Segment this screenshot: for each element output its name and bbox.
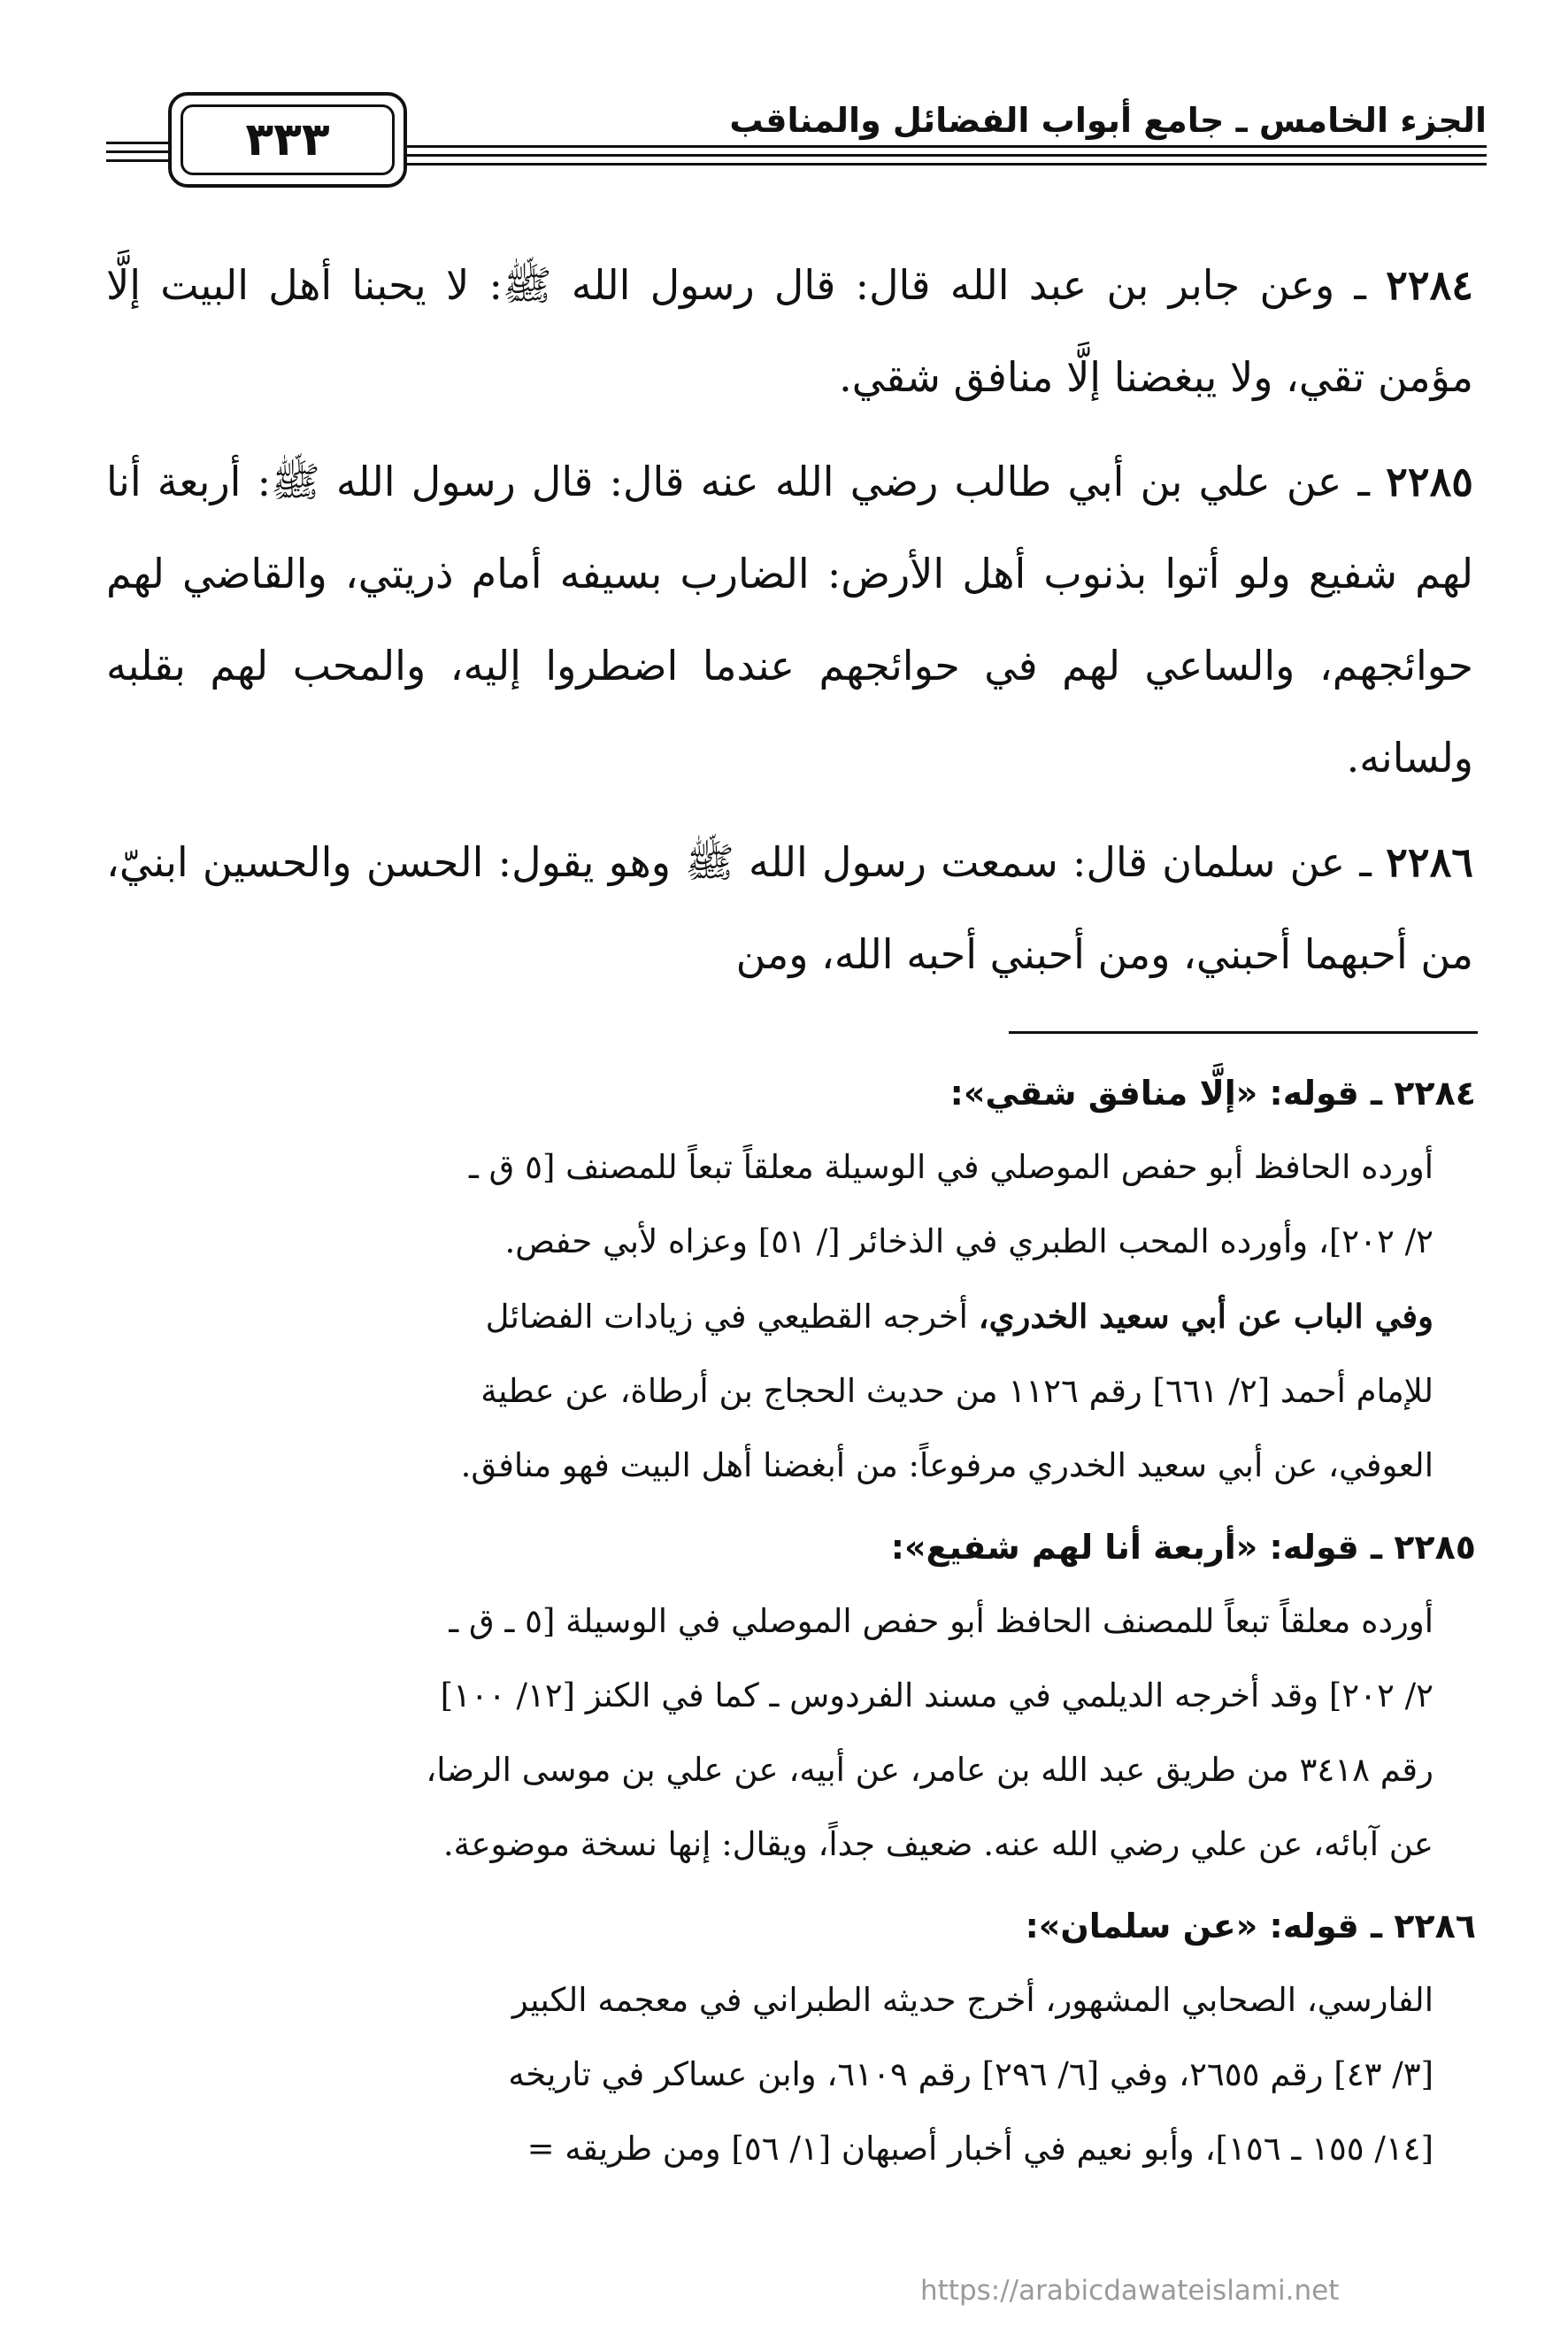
footnote-line: للإمام أحمد [٢/ ٦٦١] رقم ١١٢٦ من حديث الحجاج بن أرطاة، عن عطية	[480, 1372, 1433, 1410]
hadith-text: ـ وعن جابر بن عبد الله قال: قال رسول الله ﷺ: لا يحبنا أهل البيت إلَّا مؤمن تقي، ولا يبغضنا إلَّا منافق شقي.	[106, 261, 1473, 401]
header-rule	[404, 163, 1487, 166]
footnote-line: ٢/ ٢٠٢]، وأورده المحب الطبري في الذخائر [/ ٥١] وعزاه لأبي حفص.	[504, 1222, 1433, 1260]
page-number-frame	[168, 92, 407, 188]
footnote-line: ٢/ ٢٠٢] وقد أخرجه الديلمي في مسند الفردوس ـ كما في الكنز [١٢/ ١٠٠]	[440, 1676, 1433, 1714]
footnote-heading: ٢٢٨٦ ـ قوله: «عن سلمان»:	[1025, 1907, 1476, 1946]
footnote-line	[106, 1279, 1476, 1354]
header-rule	[106, 142, 170, 144]
footnote-line: رقم ٣٤١٨ من طريق عبد الله بن عامر، عن أبيه، عن علي بن موسى الرضا،	[426, 1751, 1433, 1789]
header-rule	[404, 154, 1487, 157]
footnotes	[106, 1049, 1476, 2186]
footnote-text: أخرجه القطيعي في زيادات الفضائل	[485, 1298, 979, 1336]
hadith-paragraph	[106, 816, 1473, 1000]
footnote-divider	[1009, 1031, 1478, 1034]
main-text	[106, 239, 1473, 1013]
watermark-url: https://arabicdawateislami.net	[920, 2275, 1340, 2307]
footnote-line: أورده الحافظ أبو حفص الموصلي في الوسيلة معلقاً تبعاً للمصنف [٥ ق ـ	[469, 1148, 1433, 1186]
footnote-line: عن آبائه، عن علي رضي الله عنه. ضعيف جداً، ويقال: إنها نسخة موضوعة.	[442, 1825, 1433, 1863]
footnote-heading: ٢٢٨٤ ـ قوله: «إلَّا منافق شقي»:	[949, 1074, 1476, 1113]
header-rule	[106, 159, 170, 162]
footnote-line: [١٤/ ١٥٥ ـ ١٥٦]، وأبو نعيم في أخبار أصبهان [١/ ٥٦] ومن طريقه =	[527, 2130, 1433, 2168]
hadith-number: ٢٢٨٦	[1386, 838, 1473, 886]
hadith-number: ٢٢٨٤	[1386, 261, 1473, 309]
hadith-text: ـ عن سلمان قال: سمعت رسول الله ﷺ وهو يقول: الحسن والحسين ابنيّ، من أحبهما أحبني، ومن أحبني أحبه الله، ومن	[106, 838, 1473, 978]
footnote-heading: ٢٢٨٥ ـ قوله: «أربعة أنا لهم شفيع»:	[890, 1528, 1476, 1567]
header-rule	[404, 145, 1487, 148]
footnote-line: الفارسي، الصحابي المشهور، أخرج حديثه الطبراني في معجمه الكبير	[511, 1981, 1433, 2019]
running-title: الجزء الخامس ـ جامع أبواب الفضائل والمناقب	[729, 101, 1487, 140]
hadith-paragraph	[106, 435, 1473, 804]
footnote-bold-text: وفي الباب عن أبي سعيد الخدري،	[978, 1297, 1433, 1336]
header-rule	[106, 150, 170, 153]
footnote-line: أورده معلقاً تبعاً للمصنف الحافظ أبو حفص الموصلي في الوسيلة [٥ ـ ق ـ	[449, 1602, 1433, 1640]
hadith-number: ٢٢٨٥	[1386, 458, 1473, 505]
footnote-line: العوفي، عن أبي سعيد الخدري مرفوعاً: من أبغضنا أهل البيت فهو منافق.	[460, 1446, 1433, 1484]
page-header	[106, 89, 1487, 195]
hadith-text: ـ عن علي بن أبي طالب رضي الله عنه قال: قال رسول الله ﷺ: أربعة أنا لهم شفيع ولو أتوا بذنوب أهل الأرض: الضارب بسيفه أمام ذريتي، والقاضي لهم حوائجهم، والساعي لهم في حوائجهم عندما اضطروا إليه، والمحب لهم بقلبه ولسانه.	[106, 458, 1473, 782]
footnote-line: [٣/ ٤٣] رقم ٢٦٥٥، وفي [٦/ ٢٩٦] رقم ٦١٠٩، وابن عساكر في تاريخه	[508, 2055, 1433, 2093]
hadith-paragraph	[106, 239, 1473, 423]
page-number: ٣٣٣	[181, 104, 395, 175]
